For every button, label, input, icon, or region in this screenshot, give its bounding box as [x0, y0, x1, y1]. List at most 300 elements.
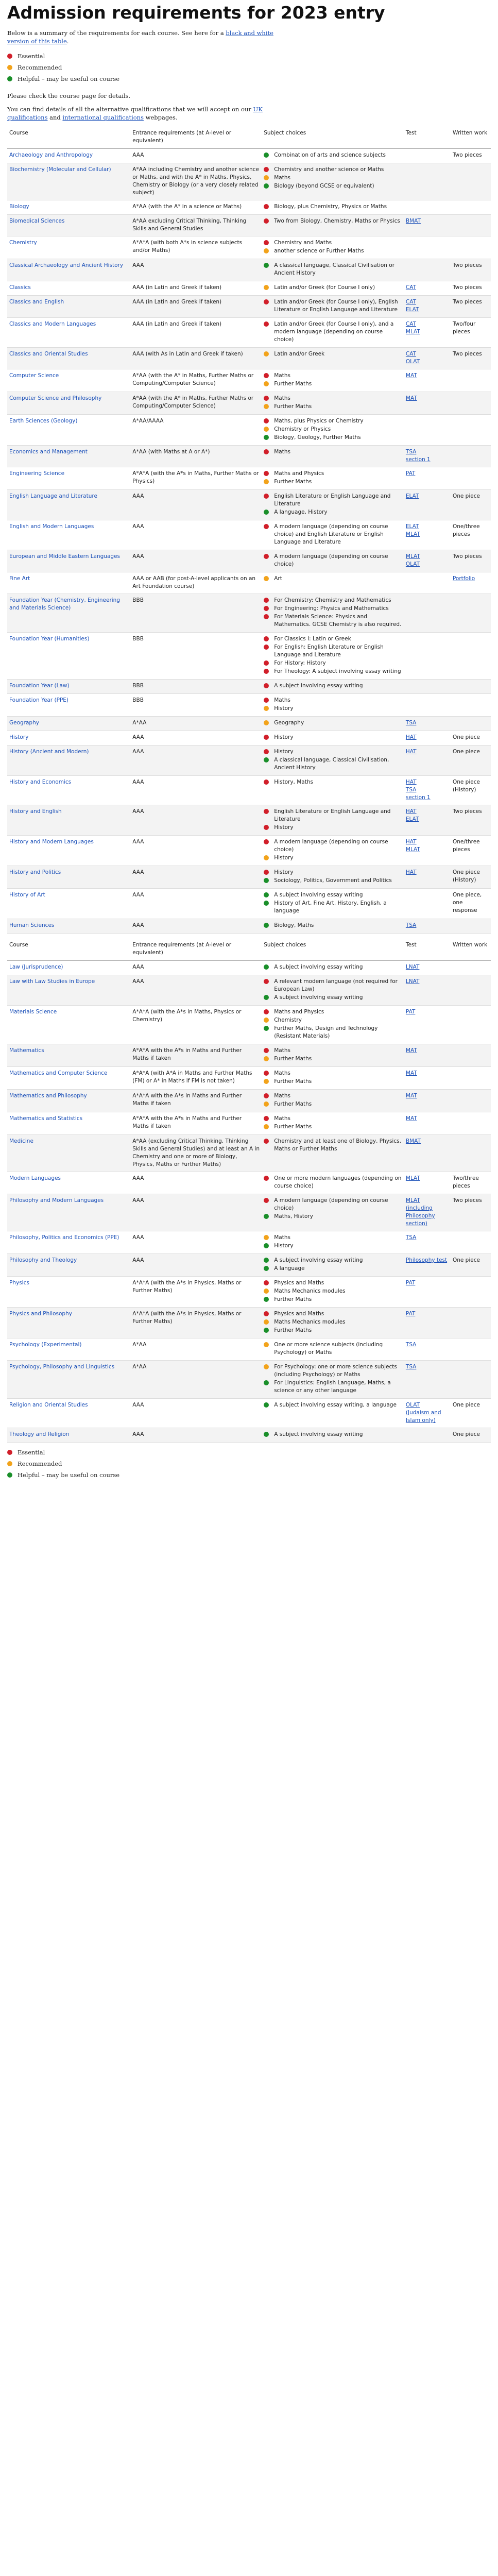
test-link[interactable]: Philosophy test — [405, 1257, 448, 1263]
table-row — [7, 259, 491, 281]
subject-choice — [264, 978, 402, 993]
test-cell — [404, 1067, 451, 1090]
course-cell[interactable] — [7, 717, 130, 731]
test-link[interactable]: CAT — [405, 299, 417, 305]
subject-choice — [264, 682, 402, 690]
course-cell[interactable] — [7, 1135, 130, 1172]
test-cell — [404, 1194, 451, 1231]
course-cell[interactable] — [7, 805, 130, 836]
header-course: Course — [7, 127, 130, 148]
subject-choices-cell — [262, 776, 404, 805]
course-cell[interactable] — [7, 572, 130, 594]
written-work-cell — [451, 163, 491, 200]
course-cell[interactable] — [7, 1338, 130, 1361]
subject-choices-cell — [262, 594, 404, 633]
course-cell[interactable] — [7, 163, 130, 200]
entry-requirements-cell: A*A*A (with the A*s in Physics, Maths or Further Maths) — [130, 1308, 262, 1338]
course-link[interactable]: English and Modern Languages — [9, 523, 94, 530]
subject-text: Geography — [274, 720, 304, 726]
test-link[interactable]: LNAT — [405, 978, 420, 985]
course-cell[interactable] — [7, 281, 130, 296]
test-link[interactable]: HAT — [405, 779, 417, 785]
subject-choice — [264, 478, 402, 486]
course-link[interactable]: History and Politics — [9, 869, 61, 875]
test-cell — [404, 731, 451, 745]
course-cell[interactable] — [7, 633, 130, 680]
test-link[interactable]: MLAT — [405, 553, 420, 560]
subject-text: Two from Biology, Chemistry, Maths or Physics — [274, 218, 400, 224]
test-link[interactable]: CAT — [405, 321, 417, 327]
test-link[interactable]: OLAT — [405, 561, 420, 567]
written-work-text: Two pieces — [452, 1197, 482, 1204]
course-link[interactable]: History — [9, 734, 29, 740]
black-and-white-version-link[interactable]: black and white version of this table — [7, 29, 273, 45]
test-cell — [404, 680, 451, 694]
subject-choices-cell — [262, 572, 404, 594]
test-link[interactable]: TSA — [405, 1364, 417, 1370]
subject-text: Biology (beyond GCSE or equivalent) — [274, 183, 374, 189]
table-row — [7, 633, 491, 680]
course-link[interactable]: Foundation Year (Humanities) — [9, 636, 90, 642]
written-work-cell — [451, 148, 491, 163]
test-link[interactable]: MLAT — [405, 846, 420, 853]
header-test: Test — [404, 127, 451, 148]
test-link[interactable]: MLAT — [405, 329, 420, 335]
course-link[interactable]: Biology — [9, 204, 29, 210]
subject-text: Chemistry and Maths — [274, 240, 332, 246]
course-cell[interactable] — [7, 520, 130, 550]
header-entry: Entrance requirements (at A-level or equivalent) — [130, 127, 262, 148]
course-link[interactable]: Religion and Oriental Studies — [9, 1402, 88, 1408]
subject-choice — [264, 203, 402, 211]
course-link[interactable]: Mathematics and Statistics — [9, 1115, 83, 1122]
course-link[interactable]: Theology and Religion — [9, 1431, 70, 1437]
written-work-cell — [451, 318, 491, 348]
course-cell[interactable] — [7, 889, 130, 919]
table-row — [7, 694, 491, 717]
subject-choice — [264, 1175, 402, 1190]
subject-choice — [264, 1213, 402, 1221]
test-link[interactable]: HAT — [405, 869, 417, 875]
subject-choice — [264, 575, 402, 583]
subject-text: A modern language (depending on course choice) — [274, 839, 388, 853]
course-cell[interactable] — [7, 776, 130, 805]
course-cell[interactable] — [7, 975, 130, 1006]
course-cell[interactable] — [7, 1308, 130, 1338]
course-cell[interactable] — [7, 866, 130, 889]
test-link[interactable]: BMAT — [405, 1138, 421, 1144]
entry-requirements-cell: AAA — [130, 1172, 262, 1194]
essential-dot-icon — [264, 524, 269, 529]
recommended-dot-icon — [264, 1056, 269, 1061]
test-link[interactable]: MLAT — [405, 1175, 420, 1181]
entry-requirements-cell: A*AA/AAAA — [130, 415, 262, 446]
subject-choice — [264, 1265, 402, 1273]
table-row — [7, 369, 491, 392]
course-link[interactable]: History and English — [9, 808, 62, 815]
intro-paragraph — [7, 29, 275, 45]
table-row — [7, 1428, 491, 1443]
test-link[interactable]: PAT — [405, 1280, 416, 1286]
course-cell[interactable] — [7, 731, 130, 745]
course-link[interactable]: Psychology (Experimental) — [9, 1342, 82, 1348]
test-link[interactable]: CAT — [405, 351, 417, 357]
test-link[interactable]: OLAT — [405, 1402, 420, 1408]
course-cell[interactable] — [7, 1112, 130, 1135]
essential-dot-icon — [264, 1093, 269, 1098]
table-row — [7, 1254, 491, 1277]
subject-choice — [264, 1296, 402, 1303]
course-cell[interactable] — [7, 415, 130, 446]
subject-choice — [264, 217, 402, 225]
entry-requirements-cell: A*A*A (with the A*s in Physics, Maths or Further Maths) — [130, 1277, 262, 1308]
course-cell[interactable] — [7, 318, 130, 348]
course-link[interactable]: Mathematics — [9, 1047, 44, 1054]
entry-requirements-cell: A*AA excluding Critical Thinking, Thinking Skills and General Studies — [130, 215, 262, 236]
course-cell[interactable] — [7, 594, 130, 633]
helpful-dot-icon — [264, 510, 269, 515]
course-cell[interactable] — [7, 960, 130, 975]
check-course-note: Please check the course page for details. — [7, 92, 131, 99]
table-row — [7, 776, 491, 805]
test-link[interactable]: (Judaism and Islam only) — [405, 1410, 441, 1423]
course-link[interactable]: Philosophy and Modern Languages — [9, 1197, 104, 1204]
subject-choice — [264, 877, 402, 885]
test-link[interactable]: MLAT — [405, 531, 420, 537]
alternative-qualifications-note — [7, 105, 275, 122]
course-link[interactable]: Engineering Science — [9, 470, 65, 477]
course-cell[interactable] — [7, 296, 130, 318]
recommended-dot-icon — [264, 248, 269, 253]
course-link[interactable]: Computer Science and Philosophy — [9, 395, 102, 401]
legend-label: Recommended — [18, 1460, 62, 1467]
legend-recommended — [7, 62, 491, 73]
subject-text: Biology, Geology, Further Maths — [274, 434, 361, 440]
course-cell[interactable] — [7, 919, 130, 934]
course-cell[interactable] — [7, 1006, 130, 1044]
course-cell[interactable] — [7, 1044, 130, 1067]
written-work-cell — [451, 467, 491, 490]
test-link[interactable]: CAT — [405, 284, 417, 291]
course-link[interactable]: History and Economics — [9, 779, 72, 785]
test-link[interactable]: MLAT — [405, 1197, 420, 1204]
course-link[interactable]: Philosophy and Theology — [9, 1257, 77, 1263]
course-link[interactable]: Archaeology and Anthropology — [9, 152, 93, 158]
course-link[interactable]: History and Modern Languages — [9, 839, 94, 845]
recommended-dot-icon — [264, 706, 269, 711]
essential-dot-icon — [264, 809, 269, 814]
subject-choice — [264, 403, 402, 411]
course-link[interactable]: Medicine — [9, 1138, 33, 1144]
course-link[interactable]: Modern Languages — [9, 1175, 61, 1181]
test-cell — [404, 1254, 451, 1277]
subject-text: History — [274, 705, 294, 711]
test-link[interactable]: MAT — [405, 372, 417, 379]
helpful-dot-icon — [264, 964, 269, 970]
recommended-dot-icon — [264, 855, 269, 860]
test-link[interactable]: TSA — [405, 922, 417, 928]
course-cell[interactable] — [7, 1399, 130, 1428]
test-cell — [404, 1338, 451, 1361]
written-work-cell — [451, 1006, 491, 1044]
international-qualifications-link[interactable]: international qualifications — [62, 114, 144, 121]
subject-text: Combination of arts and science subjects — [274, 152, 386, 158]
test-cell — [404, 348, 451, 369]
course-cell[interactable] — [7, 446, 130, 467]
subject-choice — [264, 1379, 402, 1395]
test-link[interactable]: MAT — [405, 1047, 417, 1054]
table-row — [7, 1090, 491, 1112]
course-link[interactable]: Computer Science — [9, 372, 59, 379]
subject-choice — [264, 1123, 402, 1131]
test-link[interactable]: TSA — [405, 449, 417, 455]
legend-label: Helpful – may be useful on course — [18, 75, 120, 82]
subject-text: Biology, Maths — [274, 922, 314, 928]
essential-dot-icon — [264, 698, 269, 703]
course-link[interactable]: Philosophy, Politics and Economics (PPE) — [9, 1234, 119, 1241]
subject-text: For Engineering: Physics and Mathematics — [274, 605, 389, 612]
course-link[interactable]: Biomedical Sciences — [9, 218, 65, 224]
course-link[interactable]: European and Middle Eastern Languages — [9, 553, 120, 560]
subject-choice — [264, 668, 402, 675]
course-link[interactable]: Materials Science — [9, 1009, 57, 1015]
course-link[interactable]: History (Ancient and Modern) — [9, 749, 89, 755]
written-work-cell — [451, 1338, 491, 1361]
written-work-cell — [451, 446, 491, 467]
test-link[interactable]: PAT — [405, 470, 416, 477]
entry-requirements-cell: AAA — [130, 1194, 262, 1231]
subject-text: Maths — [274, 1047, 290, 1054]
course-cell[interactable] — [7, 215, 130, 236]
course-link[interactable]: Physics and Philosophy — [9, 1311, 72, 1317]
entry-requirements-cell: AAA — [130, 960, 262, 975]
legend-helpful — [7, 73, 491, 84]
written-work-cell — [451, 1044, 491, 1067]
course-link[interactable]: Foundation Year (PPE) — [9, 697, 69, 703]
course-cell[interactable] — [7, 236, 130, 259]
test-link[interactable]: TSA — [405, 720, 417, 726]
written-work-cell — [451, 960, 491, 975]
course-link[interactable]: Foundation Year (Chemistry, Engineering and Materials Science) — [9, 597, 120, 611]
course-cell[interactable] — [7, 467, 130, 490]
course-cell[interactable] — [7, 148, 130, 163]
subject-choices-cell — [262, 1194, 404, 1231]
course-link[interactable]: Classics — [9, 284, 31, 291]
course-link[interactable]: Classics and Oriental Studies — [9, 351, 88, 357]
subject-choice — [264, 748, 402, 756]
test-link[interactable]: PAT — [405, 1009, 416, 1015]
subject-choices-cell — [262, 550, 404, 572]
test-link[interactable]: MAT — [405, 395, 417, 401]
subject-text: Further Maths — [274, 1296, 312, 1302]
subject-choice — [264, 1431, 402, 1438]
subject-choice — [264, 838, 402, 854]
course-cell[interactable] — [7, 348, 130, 369]
entry-requirements-cell: AAA — [130, 836, 262, 866]
course-cell[interactable] — [7, 1428, 130, 1443]
subject-choices-cell — [262, 1428, 404, 1443]
test-link[interactable]: OLAT — [405, 359, 420, 365]
course-link[interactable]: Mathematics and Philosophy — [9, 1093, 87, 1099]
written-work-cell — [451, 1428, 491, 1443]
course-link[interactable]: Foundation Year (Law) — [9, 683, 70, 689]
subject-text: A modern language (depending on course choice) — [274, 553, 388, 567]
test-link[interactable]: HAT — [405, 749, 417, 755]
table-row — [7, 1361, 491, 1399]
written-work-text: Two/four pieces — [452, 321, 476, 335]
helpful-dot-icon — [264, 263, 269, 268]
course-link[interactable]: Psychology, Philosophy and Linguistics — [9, 1364, 115, 1370]
table-row — [7, 866, 491, 889]
course-link[interactable]: English Language and Literature — [9, 493, 97, 499]
course-link[interactable]: Economics and Management — [9, 449, 88, 455]
test-cell — [404, 318, 451, 348]
course-cell[interactable] — [7, 200, 130, 215]
table-row — [7, 281, 491, 296]
recommended-dot-icon — [264, 404, 269, 409]
test-link[interactable]: MAT — [405, 1115, 417, 1122]
subject-choices-cell — [262, 866, 404, 889]
test-link[interactable]: ELAT — [405, 816, 419, 822]
test-link[interactable]: (including Philosophy section) — [405, 1205, 435, 1227]
subject-text: Art — [274, 575, 282, 582]
entry-requirements-cell: A*AA (with the A* in Maths, Further Maths or Computing/Computer Science) — [130, 392, 262, 415]
test-link[interactable]: MAT — [405, 1093, 417, 1099]
subject-text: A subject involving essay writing — [274, 1257, 363, 1263]
course-link[interactable]: Earth Sciences (Geology) — [9, 418, 78, 424]
course-link[interactable]: Biochemistry (Molecular and Cellular) — [9, 166, 111, 173]
table-row — [7, 960, 491, 975]
course-cell[interactable] — [7, 1067, 130, 1090]
subject-text: For English: English Literature or English Language and Literature — [274, 644, 384, 658]
subject-text: A language, History — [274, 509, 328, 515]
uk-qualifications-link[interactable]: UK qualifications — [7, 106, 263, 121]
subject-choice — [264, 493, 402, 508]
course-cell[interactable] — [7, 259, 130, 281]
course-link[interactable]: Classics and English — [9, 299, 64, 305]
subject-text: Maths — [274, 1070, 290, 1076]
written-work-text: One/three pieces — [452, 839, 480, 853]
subject-text: A classical language, Classical Civilisation, Ancient History — [274, 757, 389, 771]
course-link[interactable]: Fine Art — [9, 575, 30, 582]
course-link[interactable]: Classical Archaeology and Ancient History — [9, 262, 124, 268]
written-work-text: One piece — [452, 1402, 480, 1408]
subject-text: A modern language (depending on course choice) and English Literature or English Language and Literature — [274, 523, 388, 545]
course-link[interactable]: Chemistry — [9, 240, 37, 246]
test-link[interactable]: HAT — [405, 734, 417, 740]
course-cell[interactable] — [7, 1090, 130, 1112]
written-work-cell — [451, 1361, 491, 1399]
subject-choice — [264, 372, 402, 380]
test-link[interactable]: ELAT — [405, 523, 419, 530]
test-link[interactable]: TSA — [405, 787, 417, 793]
test-link[interactable]: PAT — [405, 1311, 416, 1317]
test-link[interactable]: section 1 — [405, 794, 431, 801]
test-cell — [404, 1399, 451, 1428]
subject-choice — [264, 1016, 402, 1024]
test-link[interactable]: MAT — [405, 1070, 417, 1076]
course-cell[interactable] — [7, 1277, 130, 1308]
test-link[interactable]: section 1 — [405, 456, 431, 463]
test-link[interactable]: ELAT — [405, 307, 419, 313]
subject-choice — [264, 1234, 402, 1242]
essential-dot-icon — [264, 606, 269, 611]
test-cell — [404, 836, 451, 866]
written-work-cell — [451, 1254, 491, 1277]
written-work-cell — [451, 572, 491, 594]
test-link[interactable]: HAT — [405, 808, 417, 815]
course-link[interactable]: Classics and Modern Languages — [9, 321, 96, 327]
recommended-dot-icon — [264, 1018, 269, 1023]
test-link[interactable]: HAT — [405, 839, 417, 845]
course-link[interactable]: Law with Law Studies in Europe — [9, 978, 95, 985]
table-row — [7, 1231, 491, 1254]
test-link[interactable]: TSA — [405, 1342, 417, 1348]
written-work-cell — [451, 490, 491, 520]
entry-requirements-cell: AAA — [130, 148, 262, 163]
test-cell — [404, 1308, 451, 1338]
course-cell[interactable] — [7, 392, 130, 415]
entry-requirements-cell: AAA — [130, 1428, 262, 1443]
entry-requirements-cell: AAA — [130, 550, 262, 572]
test-cell — [404, 805, 451, 836]
written-work-cell — [451, 1194, 491, 1231]
course-link[interactable]: Physics — [9, 1280, 29, 1286]
course-cell[interactable] — [7, 836, 130, 866]
test-link[interactable]: ELAT — [405, 493, 419, 499]
written-work-cell — [451, 1399, 491, 1428]
course-cell[interactable] — [7, 745, 130, 776]
written-work-text: One piece, one response — [452, 892, 482, 913]
course-cell[interactable] — [7, 1194, 130, 1231]
course-link[interactable]: Human Sciences — [9, 922, 55, 928]
course-cell[interactable] — [7, 1361, 130, 1399]
course-link[interactable]: Law (Jurisprudence) — [9, 964, 63, 970]
test-link[interactable]: TSA — [405, 1234, 417, 1241]
course-cell[interactable] — [7, 680, 130, 694]
table-row — [7, 520, 491, 550]
entry-requirements-cell: AAA — [130, 490, 262, 520]
subject-choice — [264, 1025, 402, 1040]
test-link[interactable]: LNAT — [405, 964, 420, 970]
subject-text: History — [274, 734, 294, 740]
test-link[interactable]: BMAT — [405, 218, 421, 224]
course-cell[interactable] — [7, 369, 130, 392]
written-work-cell — [451, 805, 491, 836]
subject-choices-cell — [262, 392, 404, 415]
course-link[interactable]: Mathematics and Computer Science — [9, 1070, 108, 1076]
course-cell[interactable] — [7, 1231, 130, 1254]
course-cell[interactable] — [7, 1254, 130, 1277]
course-cell[interactable] — [7, 694, 130, 717]
portfolio-link[interactable]: Portfolio — [452, 575, 475, 582]
written-work-cell — [451, 745, 491, 776]
entry-requirements-cell: AAA — [130, 776, 262, 805]
subject-choice — [264, 643, 402, 659]
subject-choices-cell — [262, 805, 404, 836]
written-work-cell — [451, 776, 491, 805]
course-cell[interactable] — [7, 550, 130, 572]
essential-dot-icon — [264, 218, 269, 224]
written-work-cell — [451, 281, 491, 296]
course-link[interactable]: Geography — [9, 720, 39, 726]
subject-text: English Literature or English Language and Literature — [274, 808, 391, 822]
course-cell[interactable] — [7, 490, 130, 520]
subject-choice — [264, 963, 402, 971]
course-cell[interactable] — [7, 1172, 130, 1194]
subject-choice — [264, 247, 402, 255]
course-link[interactable]: History of Art — [9, 892, 45, 898]
